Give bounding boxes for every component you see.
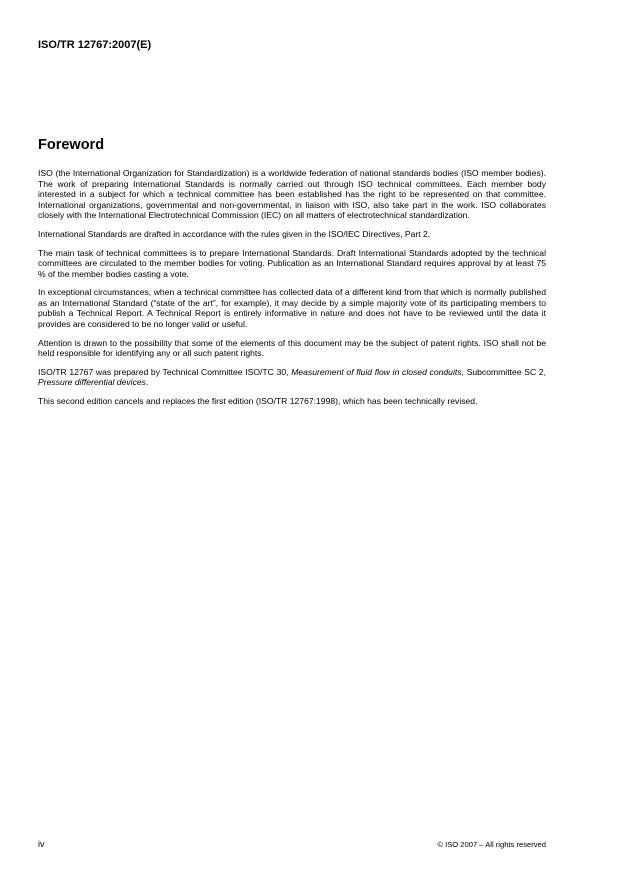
- committee-title: Measurement of fluid flow in closed conduits: [291, 366, 462, 377]
- prepared-by-lead: ISO/TR 12767 was prepared by Technical Committee ISO/TC 30,: [38, 366, 292, 377]
- page-title: Foreword: [38, 137, 105, 153]
- paragraph-technical-report: In exceptional circumstances, when a technical committee has collected data of a different kind from that which is normally published as an International Standard (“state of the art”, for example), it may decide by a simple majority vote of its participating members to publish a Technical Report. A Technical Report is entirely informative in nature and does not have to be reviewed until the data it provides are considered to be no longer valid or useful.: [38, 287, 546, 329]
- subcommittee-title: Pressure differential devices: [38, 377, 146, 388]
- copyright-notice: © ISO 2007 – All rights reserved: [437, 840, 546, 849]
- foreword-body: [38, 168, 546, 415]
- document-id: ISO/TR 12767:2007(E): [38, 39, 152, 51]
- paragraph-prepared-by: [38, 367, 546, 388]
- prepared-by-end: .: [145, 377, 149, 388]
- paragraph-iso-overview: ISO (the International Organization for Standardization) is a worldwide federation of national standards bodies (ISO member bodies). The work of preparing International Standards is normally carried out through ISO technical committees. Each member body interested in a subject for which a technical committee has been established has the right to be represented on that committee. International organizations, governmental and non-governmental, in liaison with ISO, also take part in the work. ISO collaborates closely with the International Electrotechnical Commission (IEC) on all matters of electrotechnical standardization.: [38, 168, 546, 220]
- paragraph-edition-note: This second edition cancels and replaces the first edition (ISO/TR 12767:1998), which has been technically revised.: [38, 396, 478, 407]
- prepared-by-middle: , Subcommittee SC 2,: [461, 366, 546, 377]
- paragraph-drafting-rules: International Standards are drafted in accordance with the rules given in the ISO/IEC Directives, Part 2.: [38, 228, 431, 239]
- paragraph-committee-task: The main task of technical committees is to prepare International Standards. Draft International Standards adopted by the technical committees are circulated to the member bodies for voting. Publication as an International Standard requires approval by at least 75 % of the member bodies casting a vote.: [38, 247, 546, 279]
- paragraph-patent-rights: Attention is drawn to the possibility that some of the elements of this document may be the subject of patent rights. ISO shall not be held responsible for identifying any or all such patent rights.: [38, 337, 546, 359]
- page-number: iv: [38, 839, 45, 849]
